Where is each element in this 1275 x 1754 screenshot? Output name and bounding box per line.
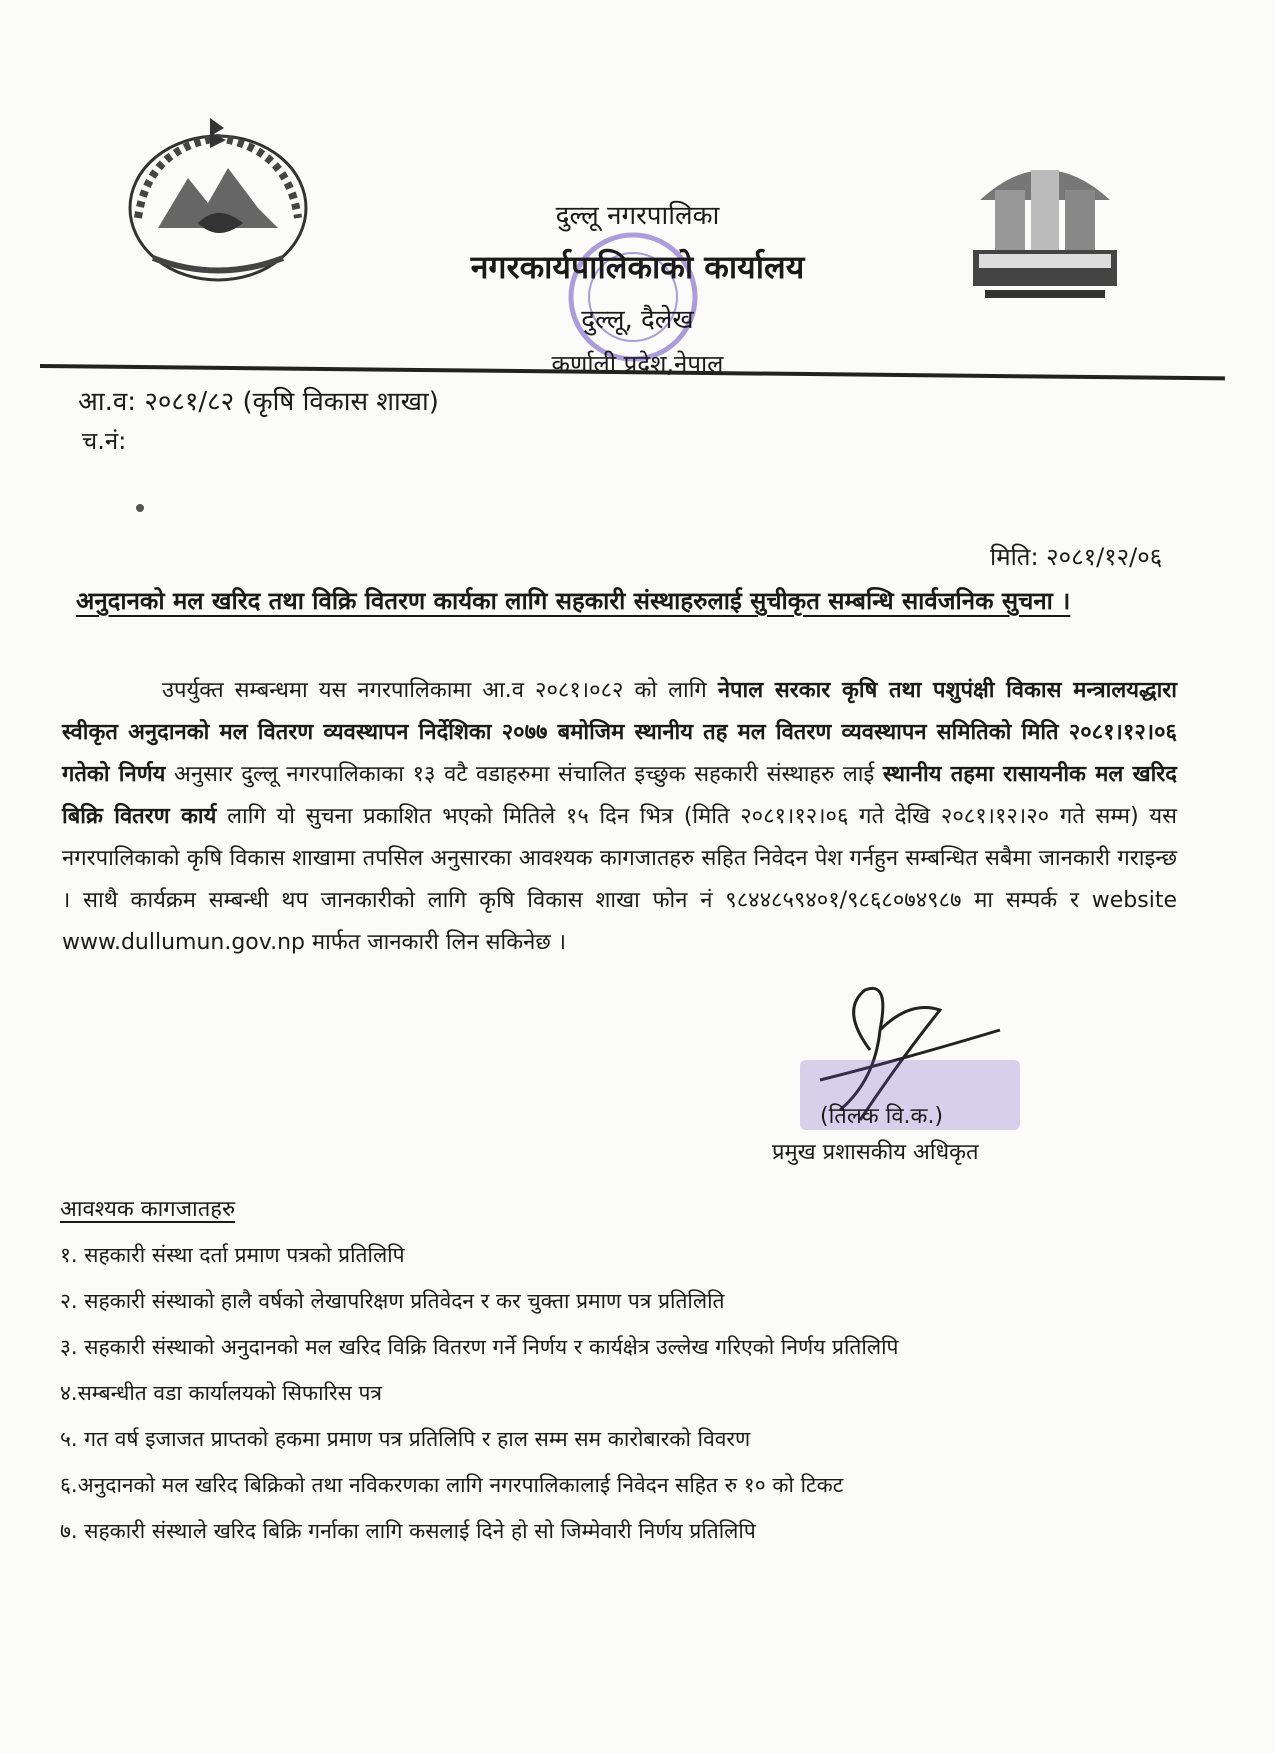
requirements-heading: आवश्यक कागजातहरु [60,1197,236,1222]
list-item: ३. सहकारी संस्थाको अनुदानको मल खरिद विक्रि वितरण गर्ने निर्णय र कार्यक्षेत्र उल्लेख गरिएको निर्णय प्रतिलिपि [60,1335,899,1359]
fiscal-year-ref: आ.व: २०८१/८२ (कृषि विकास शाखा) [78,387,439,417]
letter-date: मिति: २०८१/१२/०६ [990,543,1163,571]
signatory-title: प्रमुख प्रशासकीय अधिकृत [772,1140,979,1165]
dispatch-number: च.नं: [82,427,127,455]
body-text-3: लागि यो सुचना प्रकाशित भएको मितिले १५ दिन भित्र (मिति २०८१।१२।०६ गते देखि २०८१।१२।२० गते सम्म) यस नगरपालिकाको कृषि विकास शाखामा तपसिल अनुसारका आवश्यक कागजातहरु सहित निवेदन पेश गर्नहुन सम्बन्धित सबैमा जानकारी गराइन्छ । साथै कार्यक्रम सम्बन्धी थप जानकारीको लागि कृषि विकास शाखा फोन नं ९८४४८५९४०१/९८६८०७४९८७ मा सम्पर्क र website www.dullumun.gov.np मार्फत जानकारी लिन सकिनेछ । [62,804,1178,955]
notice-subject: अनुदानको मल खरिद तथा विक्रि वितरण कार्यका लागि सहकारी संस्थाहरुलाई सुचीकृत सम्बन्धि सार्वजनिक सुचना । [76,587,1071,615]
list-item: २. सहकारी संस्थाको हालै वर्षको लेखापरिक्षण प्रतिवेदन र कर चुक्ता प्रमाण पत्र प्रतिलिति [60,1289,725,1313]
office-location: दुल्लू, दैलेख [581,305,694,335]
body-bold-1: नेपाल सरकार कृषि तथा पशुपंक्षी विकास मन्त्रालयद्धारा स्वीकृत अनुदानको मल वितरण व्यवस्थापन निर्देशिका २०७७ बमोजिम स्थानीय तह मल वितरण व्यवस्थापन समितिको मिति २०८१।१२।०६ गतेको निर्णय [62,678,1177,787]
body-bold-2: स्थानीय तहमा रासायनीक मल खरिद बिक्रि वितरण कार्य [62,762,1177,829]
list-item: १. सहकारी संस्था दर्ता प्रमाण पत्रको प्रतिलिपि [60,1243,405,1267]
scan-speck [136,504,144,512]
signatory-name: (तिलक वि.क.) [820,1104,944,1129]
province-name: कर्णाली प्रदेश,नेपाल [551,350,724,378]
list-item: ६.अनुदानको मल खरिद बिक्रिको तथा नविकरणका लागि नगरपालिकालाई निवेदन सहित रु १० को टिकट [60,1473,844,1497]
notice-body [62,670,1177,964]
office-name: नगरकार्यपालिकाको कार्यालय [470,248,805,286]
municipality-name: दुल्लू नगरपालिका [555,201,720,231]
list-item: ४.सम्बन्धीत वडा कार्यालयको सिफारिस पत्र [60,1381,382,1405]
body-text-2: अनुसार दुल्लू नगरपालिकाका १३ वटै वडाहरुमा संचालित इच्छुक सहकारी संस्थाहरु लाई [165,762,883,787]
list-item: ५. गत वर्ष इजाजत प्राप्तको हकमा प्रमाण पत्र प्रतिलिपि र हाल सम्म सम कारोबारको विवरण [60,1427,751,1451]
list-item: ७. सहकारी संस्थाले खरिद बिक्रि गर्नाका लागि कसलाई दिने हो सो जिम्मेवारी निर्णय प्रतिलिपि [60,1519,756,1543]
body-text-1: उपर्युक्त सम्बन्धमा यस नगरपालिकामा आ.व २०८१।०८२ को लागि [162,678,718,703]
requirements-list [60,1232,1240,1554]
